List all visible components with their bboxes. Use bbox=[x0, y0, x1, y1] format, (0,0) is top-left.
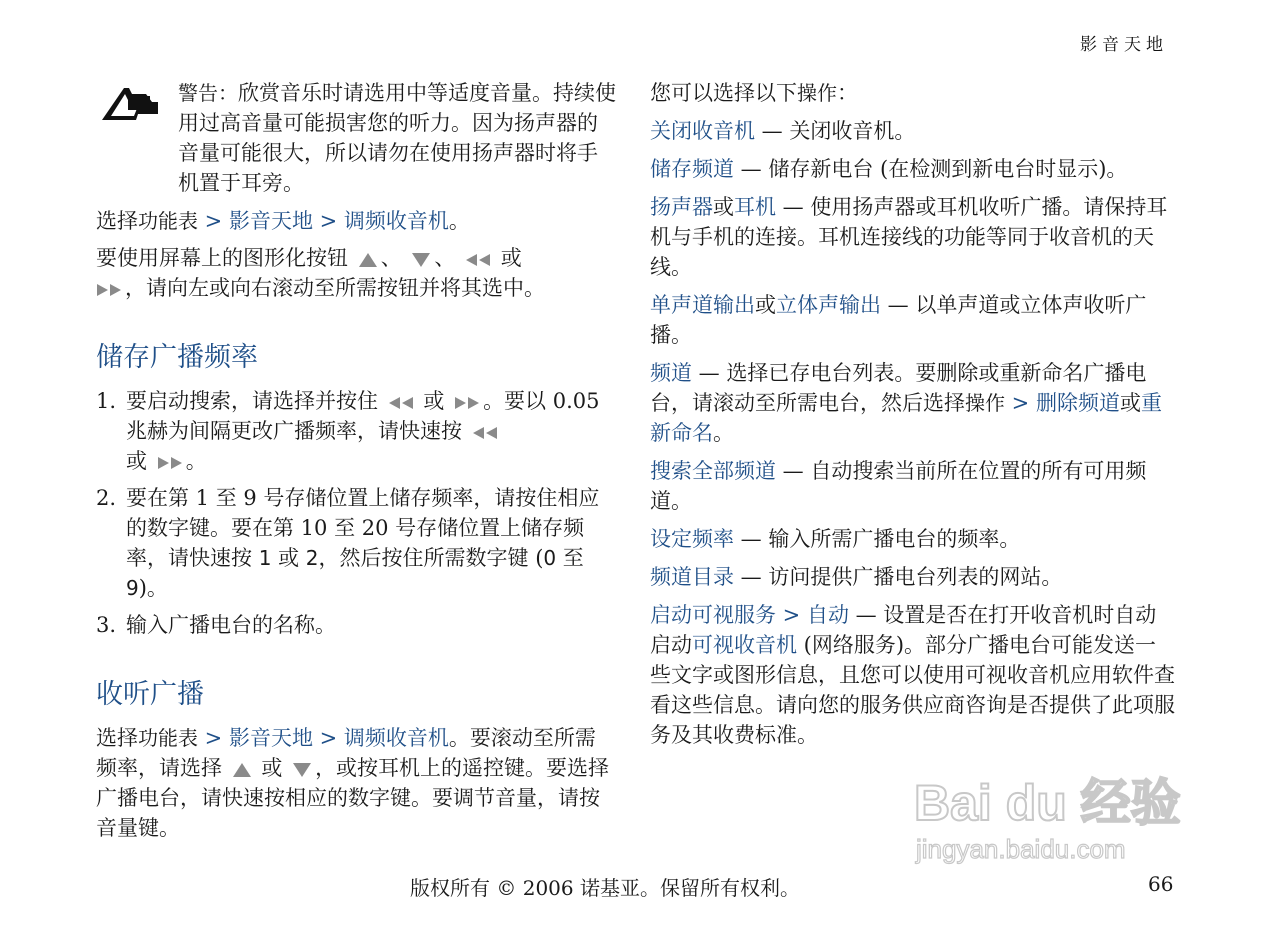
option-channels: 频道 — 选择已存电台列表。要删除或重新命名广播电台，请滚动至所需电台，然后选择操作 > 删除频道或重新命名。 bbox=[650, 361, 1162, 445]
nav-path: 选择功能表 > 影音天地 > 调频收音机。 bbox=[96, 209, 470, 233]
option-save-channel: 储存频道 — 储存新电台 (在检测到新电台时显示)。 bbox=[650, 157, 1128, 181]
warning-label: 警告： bbox=[178, 81, 238, 105]
list-item: 2. 要在第 1 至 9 号存储位置上储存频率，请按住相应的数字键。要在第 10 至 20 号存储位置上储存频率，请快速按 1 或 2，然后按住所需数字键 (0 至 9)。 bbox=[96, 486, 600, 600]
up-arrow-icon bbox=[358, 252, 378, 268]
functions-label: 功能表 bbox=[138, 726, 198, 750]
listen-instruction: 选择功能表 > 影音天地 > 调频收音机。要滚动至所需频率，请选择 或 ，或按耳机上的遥控键。要选择广播电台，请快速按相应的数字键。要调节音量，请按音量键。 bbox=[96, 726, 610, 840]
option-close-radio: 关闭收音机 — 关闭收音机。 bbox=[650, 119, 916, 143]
media-link: 影音天地 bbox=[228, 209, 313, 233]
warning-text: 欣赏音乐时请选用中等适度音量。持续使用过高音量可能损害您的听力。因为扬声器的音量可能很大，所以请勿在使用扬声器时将手机置于耳旁。 bbox=[178, 81, 616, 195]
option-mono-stereo: 单声道输出或立体声输出 — 以单声道或立体声收听广播。 bbox=[650, 293, 1147, 347]
option-directory: 频道目录 — 访问提供广播电台列表的网站。 bbox=[650, 565, 1063, 589]
rewind-icon bbox=[388, 396, 414, 410]
option-set-frequency: 设定频率 — 输入所需广播电台的频率。 bbox=[650, 527, 1021, 551]
warning-block bbox=[96, 78, 616, 198]
section-title-save: 储存广播频率 bbox=[96, 342, 258, 373]
forward-icon bbox=[157, 456, 183, 470]
options-intro: 您可以选择以下操作： bbox=[650, 81, 858, 105]
forward-icon bbox=[454, 396, 480, 410]
rewind-icon bbox=[472, 426, 498, 440]
up-arrow-icon bbox=[232, 762, 252, 778]
down-arrow-icon bbox=[411, 252, 431, 268]
left-column bbox=[96, 78, 616, 843]
buttons-instruction: 要使用屏幕上的图形化按钮 、 、 或 ，请向左或向右滚动至所需按钮并将其选中。 bbox=[96, 246, 545, 300]
right-column bbox=[650, 78, 1176, 758]
list-item: 1. 要启动搜索，请选择并按住 或 。要以 0.05 兆赫为间隔更改广播频率，请快速按 或 。 bbox=[96, 389, 600, 473]
watermark-url: jingyan.baidu.com bbox=[916, 834, 1126, 864]
radio-link: 调频收音机 bbox=[343, 209, 449, 233]
option-speaker-headset: 扬声器或耳机 — 使用扬声器或耳机收听广播。请保持耳机与手机的连接。耳机连接线的功能等同于收音机的天线。 bbox=[650, 195, 1168, 279]
media-link: 影音天地 bbox=[228, 726, 313, 750]
option-visual-service: 启动可视服务 > 自动 — 设置是否在打开收音机时自动启动可视收音机 (网络服务)。部分广播电台可能发送一些文字或图形信息，且您可以使用可视收音机应用软件查看这些信息。请向您的服务供应商咨询是否提供了此项服务及其收费标准。 bbox=[650, 603, 1175, 747]
forward-icon bbox=[96, 283, 122, 297]
rewind-icon bbox=[465, 253, 491, 267]
baidu-watermark-logo bbox=[912, 770, 1202, 870]
warning-icon bbox=[98, 84, 160, 124]
option-search-all: 搜索全部频道 — 自动搜索当前所在位置的所有可用频道。 bbox=[650, 459, 1147, 513]
watermark-brand: Bai du 经验 bbox=[914, 775, 1181, 831]
section-title-listen: 收听广播 bbox=[96, 679, 204, 710]
down-arrow-icon bbox=[292, 762, 312, 778]
running-header: 影音天地 bbox=[1080, 35, 1168, 55]
radio-link: 调频收音机 bbox=[343, 726, 449, 750]
copyright-footer: 版权所有 © 2006 诺基亚。保留所有权利。 bbox=[410, 876, 800, 900]
functions-label: 功能表 bbox=[138, 209, 198, 233]
list-item: 3. 输入广播电台的名称。 bbox=[96, 613, 336, 637]
page-number: 66 bbox=[1148, 872, 1174, 896]
